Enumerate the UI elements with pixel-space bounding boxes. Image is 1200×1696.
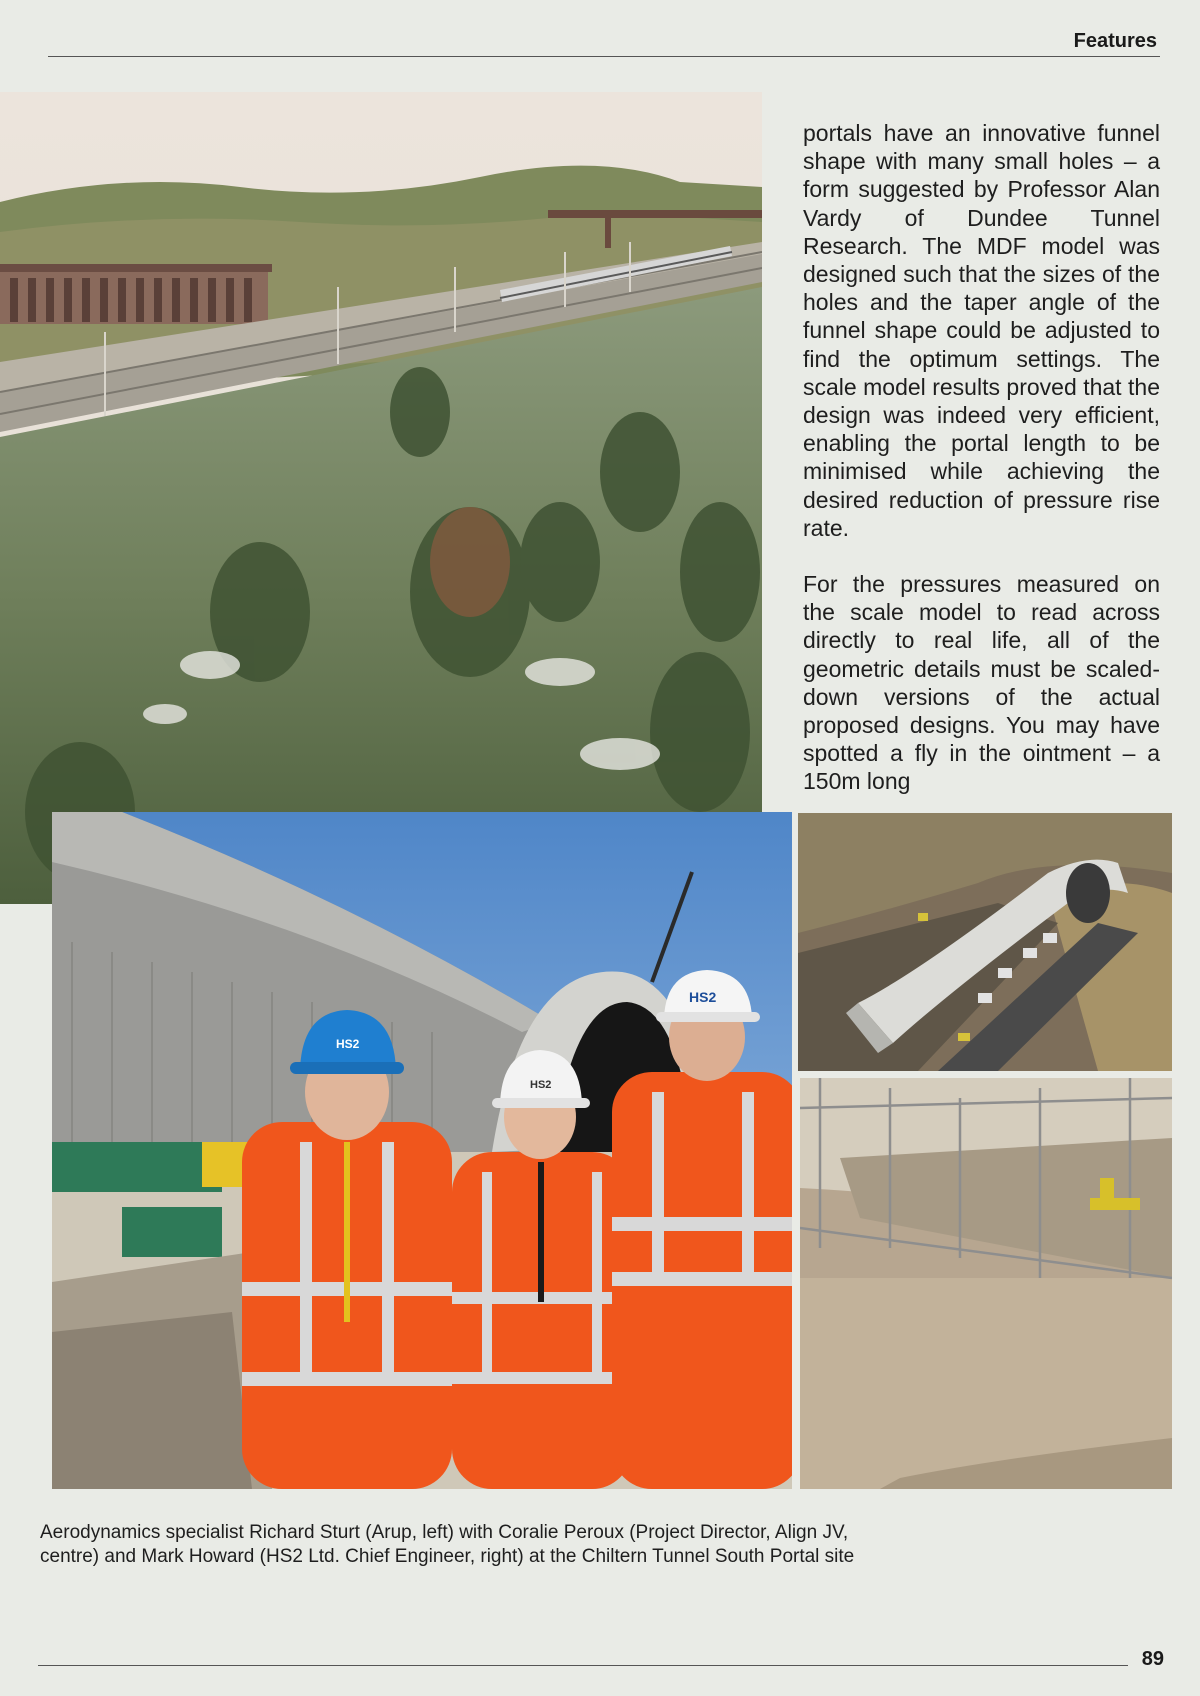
helmet-logo: HS2 bbox=[689, 989, 717, 1005]
landscape-render-image bbox=[0, 92, 762, 904]
article-body bbox=[803, 119, 1160, 824]
article-paragraph: For the pressures measured on the scale model to read across directly to real life, all of the geometric details must be scaled-down versions of the actual proposed designs. You may have spotted a fly in the ointment – a 150m long bbox=[803, 571, 1160, 795]
photo-caption bbox=[40, 1521, 940, 1569]
construction-site-photo bbox=[800, 1078, 1172, 1489]
page-number: 89 bbox=[1141, 1648, 1164, 1670]
aerial-portal-photo bbox=[798, 813, 1172, 1071]
article-paragraph: portals have an innovative funnel shape with many small holes – a form suggested by Professor Alan Vardy of Dundee Tunnel Research. The MDF model was designed such that the sizes of the holes and the taper angle of the funnel shape could be adjusted to find the optimum settings. The scale model results proved that the design was indeed very efficient, enabling the portal length to be minimised while achieving the desired reduction of pressure rise rate. bbox=[803, 120, 1160, 541]
helmet-logo: HS2 bbox=[530, 1079, 552, 1091]
caption-line: centre) and Mark Howard (HS2 Ltd. Chief Engineer, right) at the Chiltern Tunnel South Portal site bbox=[40, 1546, 855, 1567]
footer-rule bbox=[38, 1665, 1128, 1666]
helmet-logo: HS2 bbox=[336, 1037, 360, 1051]
header-rule bbox=[48, 56, 1160, 57]
caption-line: Aerodynamics specialist Richard Sturt (Arup, left) with Coralie Peroux (Project Director, Align JV, bbox=[40, 1522, 849, 1543]
team-at-portal-photo bbox=[52, 812, 792, 1489]
section-label: Features bbox=[1073, 30, 1157, 52]
